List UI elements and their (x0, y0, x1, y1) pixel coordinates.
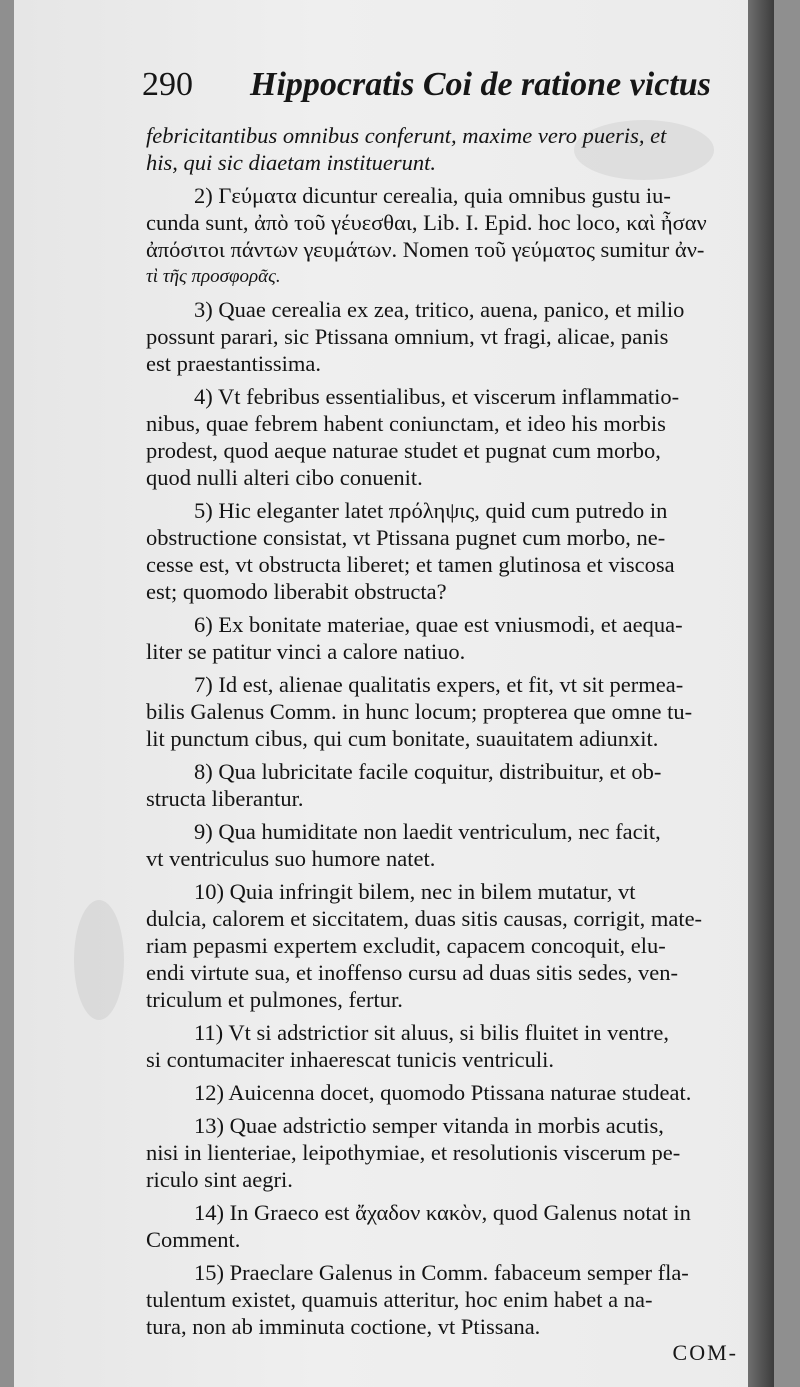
text-line: 11) Vt si adstrictior sit aluus, si bilis fluitet in ventre, (194, 1020, 669, 1045)
text-line: 12) Auicenna docet, quomodo Ptissana naturae studeat. (194, 1080, 692, 1105)
text-line: 3) Quae cerealia ex zea, tritico, auena, panico, et milio (194, 297, 685, 322)
text-line: 7) Id est, alienae qualitatis expers, et fit, vt sit permea- (194, 672, 684, 697)
text-line: ἀπόσιτοι πάντων γευμάτων. Nomen τοῦ γεύματος sumitur ἀν- (146, 237, 705, 262)
text-line: endi virtute sua, et inoffenso cursu ad duas sitis sedes, ven- (146, 960, 678, 985)
text-line: riculo sint aegri. (146, 1167, 293, 1192)
text-line: est praestantissima. (146, 351, 321, 376)
text-line: 8) Qua lubricitate facile coquitur, distribuitur, et ob- (194, 759, 662, 784)
paper-stain (74, 900, 124, 1020)
text-line: Comment. (146, 1227, 241, 1252)
text-line: prodest, quod aeque naturae studet et pugnat cum morbo, (146, 438, 661, 463)
book-page (14, 0, 774, 1387)
text-line: nibus, quae febrem habent coniunctam, et ideo his morbis (146, 411, 666, 436)
text-line: obstructione consistat, vt Ptissana pugnet cum morbo, ne- (146, 525, 666, 550)
text-line: dulcia, calorem et siccitatem, duas sitis causas, corrigit, mate- (146, 906, 703, 931)
text-line: possunt parari, sic Ptissana omnium, vt fragi, alicae, panis (146, 324, 669, 349)
text-line: cesse est, vt obstructa liberet; et tamen glutinosa et viscosa (146, 552, 675, 577)
text-line: tura, non ab imminuta coctione, vt Ptissana. (146, 1314, 541, 1339)
text-line: est; quomodo liberabit obstructa? (146, 579, 447, 604)
text-line: 6) Ex bonitate materiae, quae est vniusmodi, et aequa- (194, 612, 683, 637)
text-line: structa liberantur. (146, 786, 304, 811)
text-line: 4) Vt febribus essentialibus, et viscerum inflammatio- (194, 384, 680, 409)
text-line: liter se patitur vinci a calore natiuo. (146, 639, 466, 664)
page-header (142, 66, 742, 112)
text-line: tulentum existet, quamuis atteritur, hoc enim habet a na- (146, 1287, 653, 1312)
text-line: 9) Qua humiditate non laedit ventriculum, nec facit, (194, 819, 661, 844)
text-line: lit punctum cibus, qui cum bonitate, suauitatem adiunxit. (146, 726, 659, 751)
text-line: cunda sunt, ἀπὸ τοῦ γέυεσθαι, Lib. I. Epid. hoc loco, καὶ ἦσαν (146, 210, 707, 235)
text-line: febricitantibus omnibus conferunt, maxime vero pueris, et (146, 123, 667, 148)
text-line: 5) Hic eleganter latet πρόληψις, quid cum putredo in (194, 498, 668, 523)
text-line: bilis Galenus Comm. in hunc locum; propterea que omne tu- (146, 699, 693, 724)
text-line: 15) Praeclare Galenus in Comm. fabaceum semper fla- (194, 1260, 689, 1285)
text-line: si contumaciter inhaerescat tunicis ventriculi. (146, 1047, 554, 1072)
text-line: quod nulli alteri cibo conuenit. (146, 465, 423, 490)
running-title: Hippocratis Coi de ratione victus (250, 66, 711, 103)
text-line: vt ventriculus suo humore natet. (146, 846, 436, 871)
text-line: his, qui sic diaetam instituerunt. (146, 150, 436, 175)
text-line: 2) Γεύματα dicuntur cerealia, quia omnibus gustu iu- (194, 183, 671, 208)
text-line: riam pepasmi expertem excludit, capacem concoquit, elu- (146, 933, 666, 958)
page-edge-shadow (748, 0, 774, 1387)
page-number: 290 (142, 66, 193, 103)
text-line: nisi in lienteriae, leipothymiae, et resolutionis viscerum pe- (146, 1140, 681, 1165)
catchword: COM- (672, 1340, 738, 1365)
text-line: 10) Quia infringit bilem, nec in bilem mutatur, vt (194, 879, 636, 904)
text-line: triculum et pulmones, fertur. (146, 987, 403, 1012)
text-line: 14) In Graeco est ἄχαδον κακὸν, quod Galenus notat in (194, 1200, 691, 1225)
text-line: 13) Quae adstrictio semper vitanda in morbis acutis, (194, 1113, 664, 1138)
footnotes-text (146, 122, 772, 1340)
text-line: τὶ τῆς προσφορᾶς. (146, 266, 281, 287)
